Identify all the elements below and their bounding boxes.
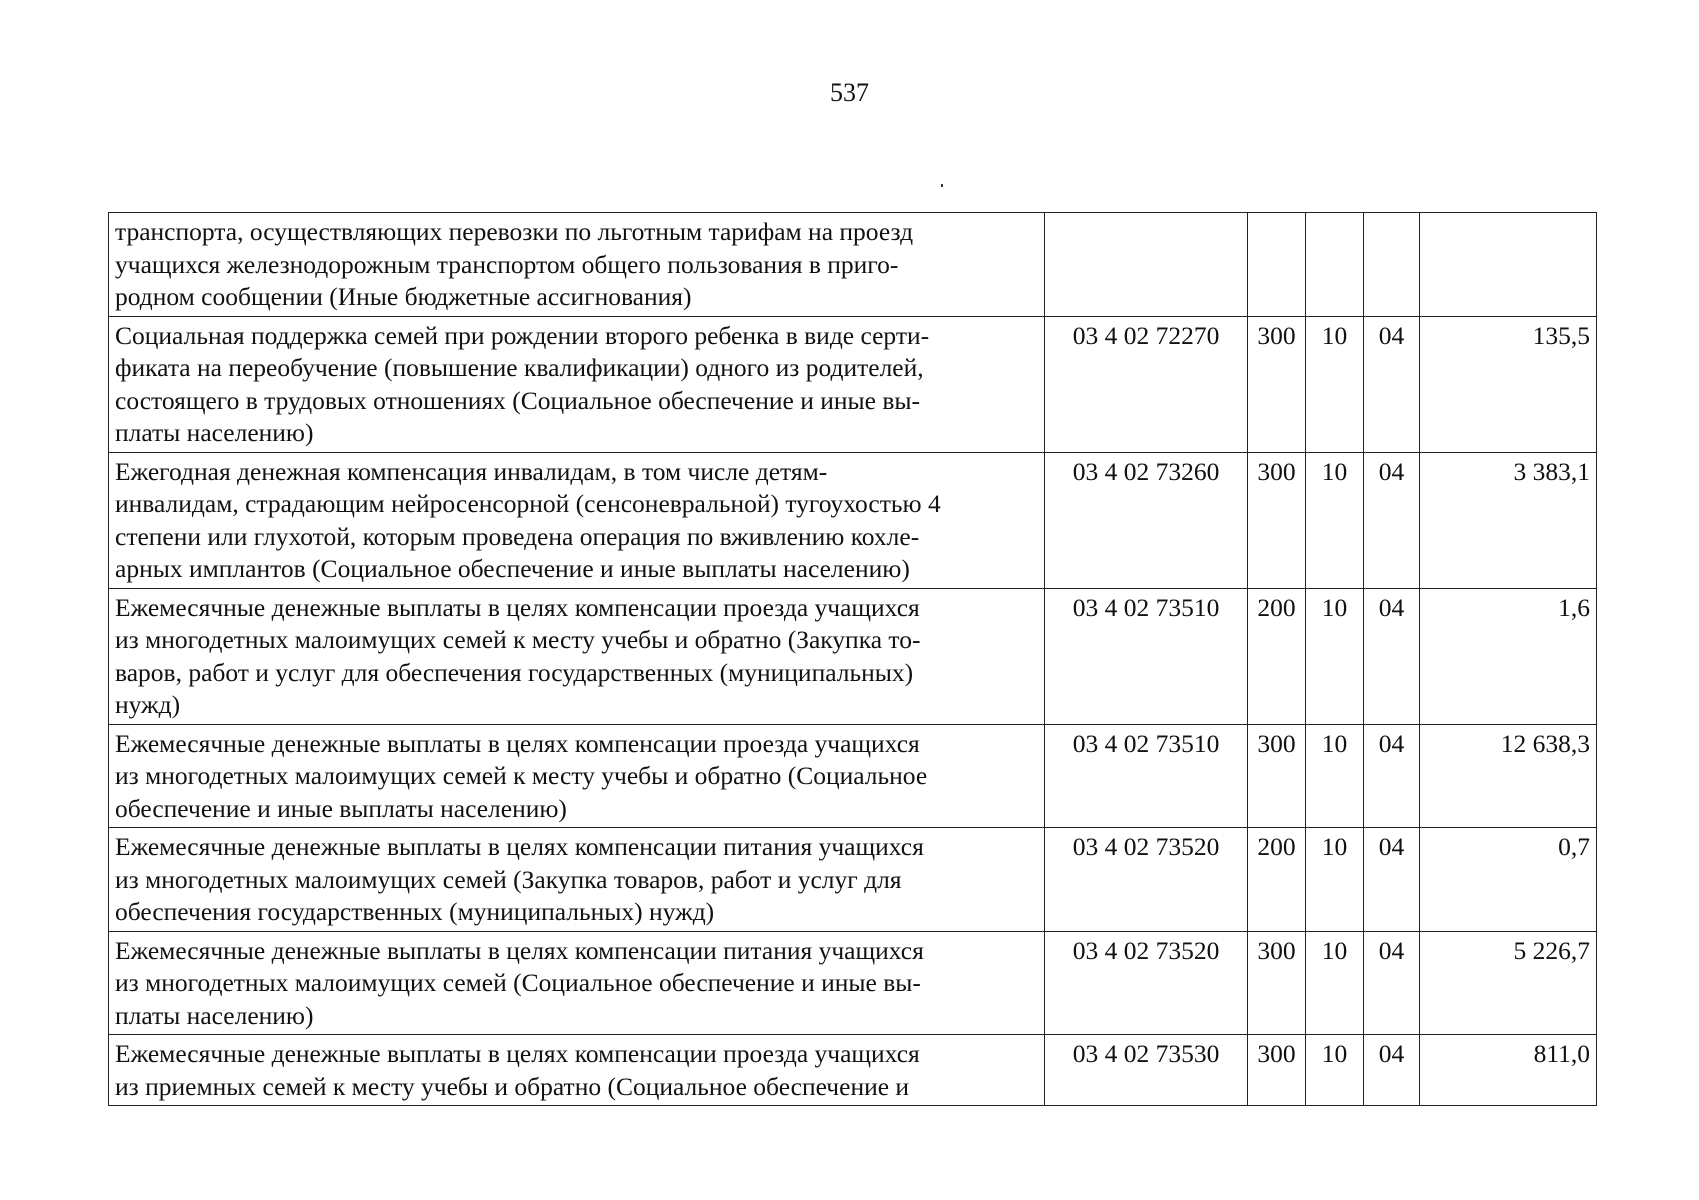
amount-cell: 135,5 [1420,316,1597,452]
description-line: обеспечения государственных (муниципальных) нужд) [115,897,715,926]
expense-type-cell: 200 [1248,588,1306,724]
amount-cell: 0,7 [1420,828,1597,932]
description-line: транспорта, осуществляющих перевозки по льготным тарифам на проезд [115,217,914,246]
table-row [109,316,1597,452]
amount-cell: 12 638,3 [1420,724,1597,828]
expense-type-cell: 300 [1248,316,1306,452]
amount-cell: 5 226,7 [1420,931,1597,1035]
target-article-cell: 03 4 02 73520 [1045,828,1248,932]
table-row [109,1035,1597,1106]
description-line: Ежемесячные денежные выплаты в целях компенсации проезда учащихся [115,1039,920,1068]
description-line: инвалидам, страдающим нейросенсорной (сенсоневральной) тугоухостью 4 [115,489,941,518]
description-line: нужд) [115,690,181,719]
subsection-cell: 04 [1364,452,1420,588]
scan-speck [941,184,943,187]
description-line: Ежемесячные денежные выплаты в целях компенсации питания учащихся [115,935,924,965]
description-line: учащихся железнодорожным транспортом общего пользования в приго- [115,249,899,279]
amount-cell: 3 383,1 [1420,452,1597,588]
description-line: обеспечение и иные выплаты населению) [115,793,567,823]
expense-type-cell: 300 [1248,1035,1306,1106]
target-article-cell: 03 4 02 73520 [1045,931,1248,1035]
description-cell [109,452,1045,588]
section-cell: 10 [1306,588,1364,724]
section-cell [1306,213,1364,317]
table-row [109,931,1597,1035]
subsection-cell: 04 [1364,931,1420,1035]
budget-allocation-table [108,212,1597,1106]
description-line: платы населению) [115,418,314,447]
target-article-cell [1045,213,1248,317]
description-line: из многодетных малоимущих семей (Закупка товаров, работ и услуг для [115,864,902,894]
target-article-cell: 03 4 02 72270 [1045,316,1248,452]
target-article-cell: 03 4 02 73260 [1045,452,1248,588]
description-cell [109,1035,1045,1106]
description-line: Социальная поддержка семей при рождении второго ребенка в виде серти- [115,320,930,350]
section-cell: 10 [1306,931,1364,1035]
amount-cell [1420,213,1597,317]
target-article-cell: 03 4 02 73530 [1045,1035,1248,1106]
description-line: родном сообщении (Иные бюджетные ассигнования) [115,282,692,311]
section-cell: 10 [1306,452,1364,588]
description-line: из многодетных малоимущих семей к месту учебы и обратно (Закупка то- [115,625,921,654]
table-row [109,452,1597,588]
table-row [109,724,1597,828]
description-line: фиката на переобучение (повышение квалификации) одного из родителей, [115,353,924,382]
table-row [109,588,1597,724]
description-cell [109,724,1045,828]
amount-cell: 811,0 [1420,1035,1597,1106]
subsection-cell: 04 [1364,588,1420,724]
subsection-cell: 04 [1364,724,1420,828]
subsection-cell: 04 [1364,316,1420,452]
expense-type-cell [1248,213,1306,317]
description-line: варов, работ и услуг для обеспечения государственных (муниципальных) [115,657,914,687]
description-cell [109,828,1045,932]
subsection-cell: 04 [1364,1035,1420,1106]
description-cell [109,931,1045,1035]
amount-cell: 1,6 [1420,588,1597,724]
target-article-cell: 03 4 02 73510 [1045,588,1248,724]
section-cell: 10 [1306,828,1364,932]
section-cell: 10 [1306,1035,1364,1106]
expense-type-cell: 300 [1248,931,1306,1035]
description-line: Ежемесячные денежные выплаты в целях компенсации проезда учащихся [115,592,920,622]
description-line: Ежемесячные денежные выплаты в целях компенсации проезда учащихся [115,728,920,758]
expense-type-cell: 300 [1248,452,1306,588]
table-row [109,828,1597,932]
description-line: Ежемесячные денежные выплаты в целях компенсации питания учащихся [115,832,924,861]
page-number: 537 [830,78,869,107]
description-line: Ежегодная денежная компенсация инвалидам, в том числе детям- [115,456,828,486]
table-row [109,213,1597,317]
section-cell: 10 [1306,724,1364,828]
description-line: степени или глухотой, которым проведена операция по вживлению кохле- [115,521,920,551]
description-line: из многодетных малоимущих семей (Социальное обеспечение и иные вы- [115,968,921,997]
description-cell [109,316,1045,452]
subsection-cell [1364,213,1420,317]
section-cell: 10 [1306,316,1364,452]
description-line: состоящего в трудовых отношениях (Социальное обеспечение и иные вы- [115,385,920,415]
description-cell [109,588,1045,724]
subsection-cell: 04 [1364,828,1420,932]
description-line: из многодетных малоимущих семей к месту учебы и обратно (Социальное [115,761,928,790]
expense-type-cell: 200 [1248,828,1306,932]
expense-type-cell: 300 [1248,724,1306,828]
description-line: арных имплантов (Социальное обеспечение и иные выплаты населению) [115,554,910,583]
target-article-cell: 03 4 02 73510 [1045,724,1248,828]
description-line: платы населению) [115,1000,314,1030]
description-line: из приемных семей к месту учебы и обратно (Социальное обеспечение и [115,1071,910,1101]
description-cell [109,213,1045,317]
